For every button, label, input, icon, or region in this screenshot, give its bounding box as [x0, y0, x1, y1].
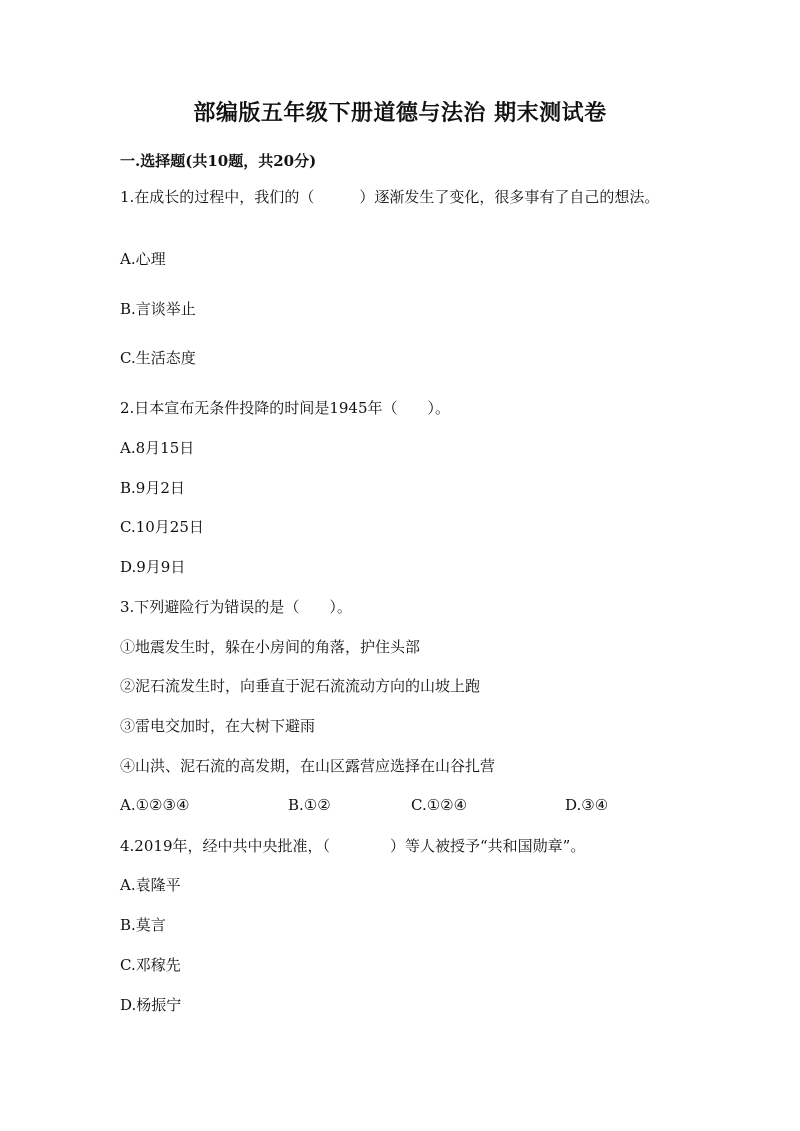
question-1-stem: 1.在成长的过程中，我们的（ ）逐渐发生了变化，很多事有了自己的想法。: [120, 188, 660, 206]
question-4-option-b: B.莫言: [120, 916, 166, 934]
question-3-item-2: ②泥石流发生时，向垂直于泥石流流动方向的山坡上跑: [120, 677, 481, 695]
question-4-option-d: D.杨振宁: [120, 996, 182, 1014]
question-2-option-d: D.9月9日: [120, 558, 186, 576]
question-3-option-a: A.①②③④: [120, 796, 190, 814]
question-2-option-a: A.8月15日: [120, 439, 195, 457]
question-1-option-a: A.心理: [120, 250, 166, 268]
question-1-option-b: B.言谈举止: [120, 300, 196, 318]
question-3-item-4: ④山洪、泥石流的高发期，在山区露营应选择在山谷扎营: [120, 757, 496, 775]
question-4-option-c: C.邓稼先: [120, 956, 181, 974]
question-2-option-b: B.9月2日: [120, 479, 185, 497]
page-title: 部编版五年级下册道德与法治 期末测试卷: [193, 100, 607, 126]
question-3-option-b: B.①②: [288, 796, 331, 814]
question-1-option-c: C.生活态度: [120, 349, 196, 367]
question-3-option-d: D.③④: [565, 796, 609, 814]
question-3-option-c: C.①②④: [411, 796, 468, 814]
question-2-option-c: C.10月25日: [120, 518, 204, 536]
question-3-stem: 3.下列避险行为错误的是（ ）。: [120, 598, 352, 616]
question-2-stem: 2.日本宣布无条件投降的时间是1945年（ ）。: [120, 399, 450, 417]
question-4-option-a: A.袁隆平: [120, 876, 181, 894]
question-3-item-1: ①地震发生时，躲在小房间的角落，护住头部: [120, 638, 421, 656]
question-3-item-3: ③雷电交加时，在大树下避雨: [120, 717, 316, 735]
section-heading: 一.选择题(共10题，共20分): [120, 152, 317, 170]
question-4-stem: 4.2019年，经中共中央批准，（ ）等人被授予“共和国勋章”。: [120, 837, 586, 855]
